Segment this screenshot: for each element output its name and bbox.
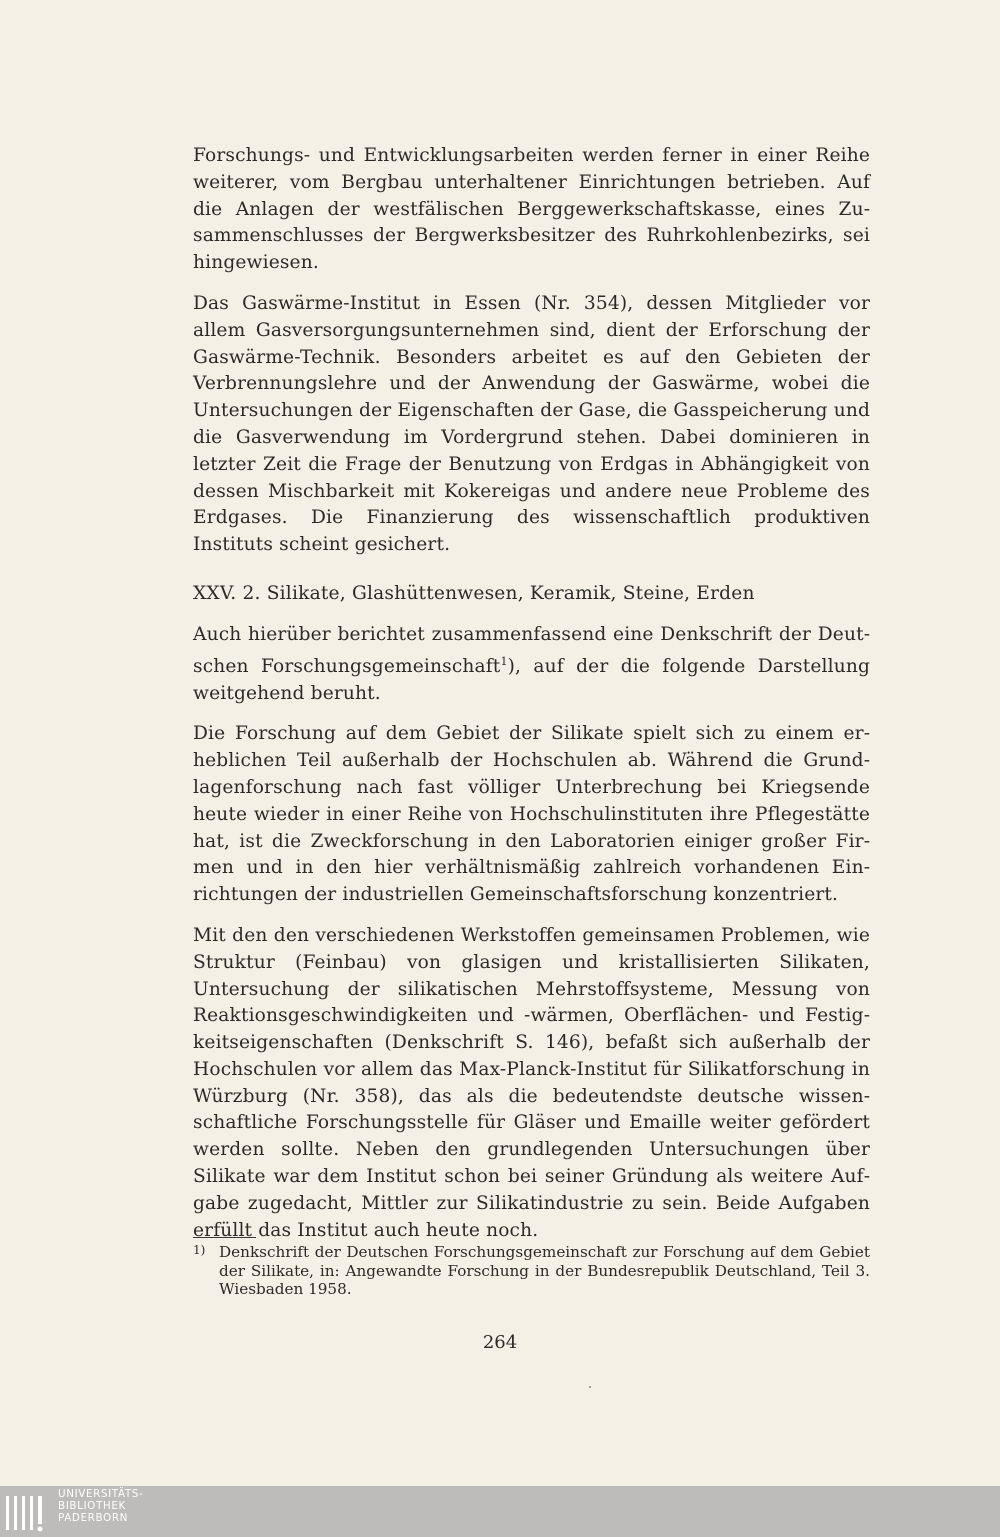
logo-line-2: BIBLIOTHEK xyxy=(58,1500,126,1512)
footnote-reference[interactable]: 1 xyxy=(500,654,508,668)
intro-text-start: Auch hierüber berichtet zusammenfassend eine Denkschrift der Deutschen Forschungsgemeinschaft xyxy=(193,623,870,677)
intro-text-end: ), auf der die folgende Darstellung weitgehend beruht. xyxy=(193,655,870,704)
library-logo-text xyxy=(58,1488,143,1524)
library-bars-icon xyxy=(4,1492,48,1534)
body-text xyxy=(193,143,870,1258)
paragraph-gaswaerme-institut: Das Gaswärme-Institut in Essen (Nr. 354), dessen Mitglieder vor allem Gasversorgungsunternehmen sind, dient der Erforschung der Gaswärme-Technik. Besonders arbeitet es auf den Gebieten der Verbrennungslehre und der Anwendung der Gaswärme, wobei die Untersuchungen der Eigenschaften der Gase, die Gasspeicherung und die Gasverwendung im Vordergrund stehen. Dabei dominieren in letzter Zeit die Frage der Benutzung von Erdgas in Abhängigkeit von dessen Mischbarkeit mit Kokereigas und andere neue Probleme des Erdgases. Die Finanzierung des wissenschaftlich produktiven Instituts scheint gesichert. xyxy=(193,292,870,556)
scan-speck xyxy=(589,1386,591,1388)
paragraph-max-planck-institut: Mit den den verschiedenen Werkstoffen gemeinsamen Problemen, wie Struktur (Feinbau) von glasigen und kristallisierten Silikaten, Untersuchung der silikatischen Mehrstoffsysteme, Messung von Reaktionsgeschwindigkeiten und -wärmen, Oberflächen- und Festigkeitseigenschaften (Denkschrift S. 146), befaßt sich außerhalb der Hochschulen vor allem das Max-Planck-Institut für Silikatforschung in Würzburg (Nr. 358), das als die bedeutendste deutsche wissenschaftliche Forschungsstelle für Gläser und Emaille weiter gefördert werden sollte. Neben den grundlegenden Untersuchungen über Silikate war dem Institut schon bei seiner Gründung als weitere Aufgabe zugedacht, Mittler zur Silikatindustrie zu sein. Beide Aufgaben erfüllt das Institut auch heute noch. xyxy=(193,924,870,1241)
logo-line-1: UNIVERSITÄTS- xyxy=(58,1488,144,1500)
paragraph-bergbau: Forschungs- und Entwicklungsarbeiten werden ferner in einer Reihe weiterer, vom Bergbau unterhaltener Einrichtungen betrieben. Auf die Anlagen der westfälischen Berggewerkschaftskasse, eines Zusammenschlusses der Bergwerksbesitzer des Ruhrkohlenbezirks, sei hingewiesen. xyxy=(193,145,870,274)
section-heading: XXV. 2. Silikate, Glashüttenwesen, Keramik, Steine, Erden xyxy=(193,582,755,604)
logo-line-3: PADERBORN xyxy=(58,1512,129,1524)
paragraph-section-intro xyxy=(193,622,870,708)
footnote-divider xyxy=(193,1237,256,1238)
footnote xyxy=(193,1243,870,1299)
library-logo[interactable] xyxy=(4,1486,164,1537)
page-number: 264 xyxy=(482,1332,518,1353)
footnote-text: Denkschrift der Deutschen Forschungsgemeinschaft zur Forschung auf dem Gebiet der Silikate, in: Angewandte Forschung in der Bundesrepublik Deutschland, Teil 3. Wiesbaden 1958. xyxy=(219,1243,870,1298)
footnote-mark: 1) xyxy=(193,1243,206,1257)
paragraph-silikat-forschung: Die Forschung auf dem Gebiet der Silikate spielt sich zu einem erheblichen Teil außerhalb der Hochschulen ab. Während die Grundlagenforschung nach fast völliger Unterbrechung bei Kriegsende heute wieder in einer Reihe von Hochschulinstituten ihre Pflegestätte hat, ist die Zweckforschung in den Laboratorien einiger großer Firmen und in den hier verhältnismäßig zahlreich vorhandenen Einrichtungen der industriellen Gemeinschaftsforschung konzentriert. xyxy=(193,723,870,906)
